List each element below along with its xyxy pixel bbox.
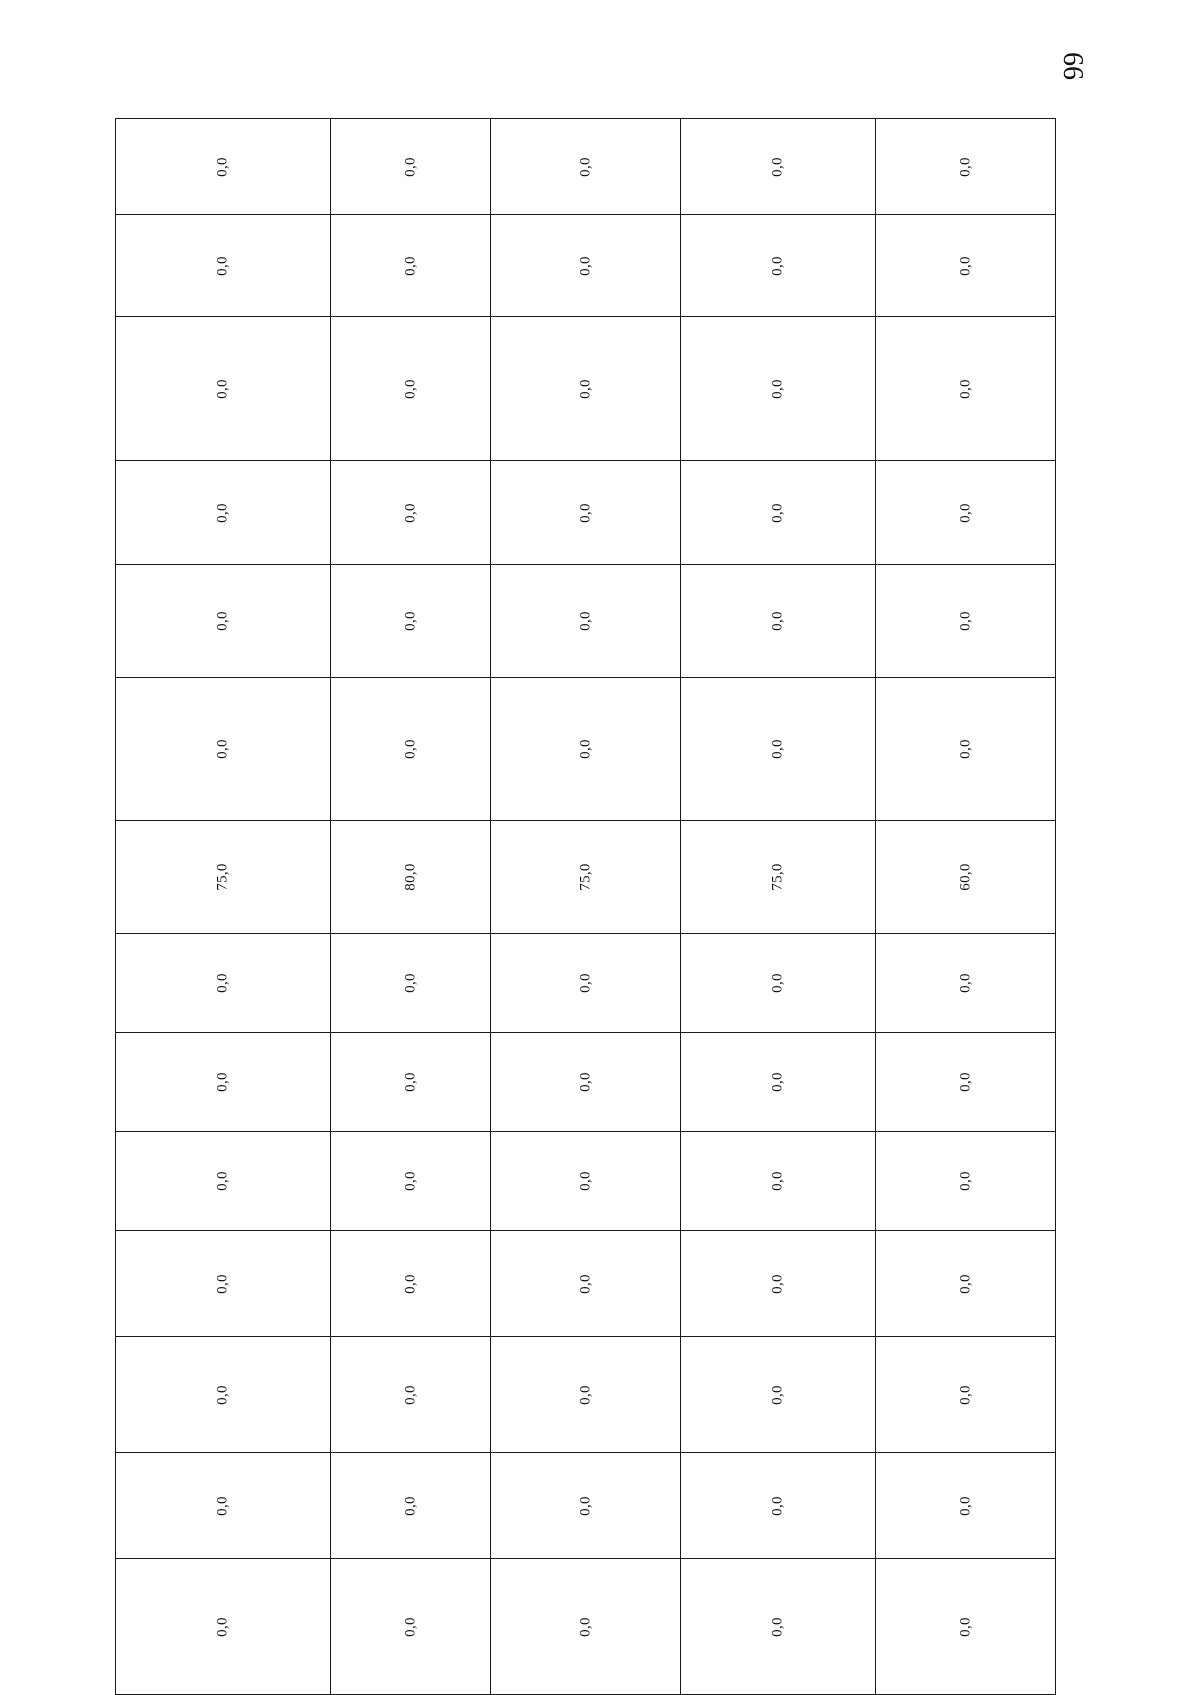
table-cell bbox=[331, 461, 491, 565]
table-cell bbox=[681, 119, 876, 215]
table-cell bbox=[491, 1559, 681, 1695]
cell-value: 0,0 bbox=[402, 1171, 418, 1191]
cell-value: 0,0 bbox=[214, 1384, 231, 1405]
cell-value: 0,0 bbox=[214, 1495, 231, 1516]
table-cell bbox=[331, 317, 491, 461]
table-cell bbox=[491, 119, 681, 215]
table-cell bbox=[876, 1231, 1056, 1337]
table-cell bbox=[331, 1559, 491, 1695]
table-cell bbox=[681, 461, 876, 565]
table-cell bbox=[491, 565, 681, 678]
cell-value: 0,0 bbox=[577, 1072, 593, 1092]
table-cell bbox=[116, 1453, 331, 1559]
table-cell bbox=[876, 215, 1056, 317]
table-cell bbox=[116, 461, 331, 565]
table-cell bbox=[876, 934, 1056, 1033]
table-cell bbox=[681, 934, 876, 1033]
cell-value: 0,0 bbox=[214, 156, 231, 177]
cell-value: 0,0 bbox=[957, 1495, 973, 1516]
table-cell bbox=[116, 678, 331, 821]
cell-value: 0,0 bbox=[577, 611, 593, 631]
cell-value: 0,0 bbox=[402, 255, 418, 276]
table-row bbox=[116, 565, 1056, 678]
table-cell bbox=[331, 678, 491, 821]
table-row bbox=[116, 1231, 1056, 1337]
table-cell bbox=[681, 317, 876, 461]
cell-value: 0,0 bbox=[957, 378, 973, 399]
table-cell bbox=[876, 1033, 1056, 1132]
cell-value: 0,0 bbox=[957, 973, 973, 993]
table-cell bbox=[876, 1132, 1056, 1231]
table-cell bbox=[491, 461, 681, 565]
cell-value: 0,0 bbox=[577, 378, 593, 399]
table-cell bbox=[116, 1132, 331, 1231]
table-cell bbox=[116, 119, 331, 215]
table-cell bbox=[491, 215, 681, 317]
table-row bbox=[116, 1453, 1056, 1559]
table-cell bbox=[681, 565, 876, 678]
table-cell bbox=[491, 1033, 681, 1132]
table-cell bbox=[491, 934, 681, 1033]
table-row bbox=[116, 1132, 1056, 1231]
cell-value: 0,0 bbox=[402, 1384, 418, 1405]
table-cell bbox=[331, 1231, 491, 1337]
cell-value: 0,0 bbox=[957, 1384, 973, 1405]
table-cell bbox=[491, 317, 681, 461]
cell-value: 0,0 bbox=[214, 611, 231, 631]
cell-value: 0,0 bbox=[769, 611, 786, 631]
table-cell bbox=[681, 821, 876, 934]
table-cell bbox=[116, 215, 331, 317]
table-cell bbox=[491, 1337, 681, 1453]
cell-value: 0,0 bbox=[214, 739, 231, 759]
table-cell bbox=[331, 1132, 491, 1231]
cell-value: 0,0 bbox=[577, 1384, 593, 1405]
table-cell bbox=[331, 565, 491, 678]
table-cell bbox=[491, 1453, 681, 1559]
table-cell bbox=[331, 1033, 491, 1132]
data-table-body bbox=[116, 119, 1056, 1695]
cell-value: 0,0 bbox=[577, 255, 593, 276]
cell-value: 0,0 bbox=[214, 255, 231, 276]
cell-value: 0,0 bbox=[214, 1072, 231, 1092]
table-cell bbox=[331, 119, 491, 215]
table-cell bbox=[876, 1559, 1056, 1695]
cell-value: 60,0 bbox=[957, 863, 973, 891]
table-cell bbox=[876, 317, 1056, 461]
table-row bbox=[116, 678, 1056, 821]
cell-value: 0,0 bbox=[577, 1616, 593, 1637]
table-cell bbox=[116, 565, 331, 678]
table-cell bbox=[331, 934, 491, 1033]
cell-value: 0,0 bbox=[402, 1072, 418, 1092]
table-cell bbox=[491, 821, 681, 934]
table-cell bbox=[491, 1132, 681, 1231]
cell-value: 0,0 bbox=[402, 1495, 418, 1516]
cell-value: 0,0 bbox=[402, 1273, 418, 1294]
cell-value: 0,0 bbox=[957, 739, 973, 759]
cell-value: 0,0 bbox=[577, 1495, 593, 1516]
cell-value: 0,0 bbox=[577, 739, 593, 759]
cell-value: 75,0 bbox=[577, 863, 593, 891]
table-cell bbox=[681, 1231, 876, 1337]
table-cell bbox=[331, 1453, 491, 1559]
table-cell bbox=[681, 215, 876, 317]
cell-value: 75,0 bbox=[214, 863, 231, 891]
cell-value: 0,0 bbox=[402, 378, 418, 399]
cell-value: 0,0 bbox=[769, 378, 786, 399]
table-cell bbox=[491, 678, 681, 821]
cell-value: 0,0 bbox=[769, 502, 786, 523]
table-row bbox=[116, 934, 1056, 1033]
cell-value: 0,0 bbox=[769, 1384, 786, 1405]
table-cell bbox=[876, 565, 1056, 678]
cell-value: 75,0 bbox=[769, 863, 786, 891]
cell-value: 0,0 bbox=[957, 1072, 973, 1092]
cell-value: 0,0 bbox=[769, 1616, 786, 1637]
cell-value: 0,0 bbox=[577, 156, 593, 177]
cell-value: 0,0 bbox=[214, 973, 231, 993]
table-cell bbox=[331, 1337, 491, 1453]
cell-value: 0,0 bbox=[957, 502, 973, 523]
table-row bbox=[116, 215, 1056, 317]
table-cell bbox=[681, 1132, 876, 1231]
table-cell bbox=[331, 821, 491, 934]
table-cell bbox=[116, 821, 331, 934]
table-cell bbox=[876, 821, 1056, 934]
table-row bbox=[116, 317, 1056, 461]
table-row bbox=[116, 119, 1056, 215]
table-cell bbox=[491, 1231, 681, 1337]
table-cell bbox=[681, 1033, 876, 1132]
cell-value: 0,0 bbox=[577, 1273, 593, 1294]
table-row bbox=[116, 1559, 1056, 1695]
table-cell bbox=[681, 678, 876, 821]
cell-value: 0,0 bbox=[402, 156, 418, 177]
data-table bbox=[115, 118, 1056, 1695]
cell-value: 0,0 bbox=[577, 1171, 593, 1191]
page-number: 66 bbox=[1057, 52, 1088, 80]
cell-value: 0,0 bbox=[402, 739, 418, 759]
cell-value: 0,0 bbox=[769, 255, 786, 276]
cell-value: 0,0 bbox=[769, 1495, 786, 1516]
cell-value: 0,0 bbox=[769, 156, 786, 177]
table-cell bbox=[876, 1453, 1056, 1559]
cell-value: 0,0 bbox=[214, 378, 231, 399]
table-row bbox=[116, 1033, 1056, 1132]
cell-value: 0,0 bbox=[957, 1171, 973, 1191]
cell-value: 0,0 bbox=[214, 1171, 231, 1191]
table-cell bbox=[681, 1337, 876, 1453]
cell-value: 0,0 bbox=[957, 156, 973, 177]
table-cell bbox=[681, 1559, 876, 1695]
cell-value: 0,0 bbox=[214, 502, 231, 523]
table-cell bbox=[876, 1337, 1056, 1453]
cell-value: 0,0 bbox=[769, 973, 786, 993]
cell-value: 0,0 bbox=[577, 502, 593, 523]
cell-value: 0,0 bbox=[402, 611, 418, 631]
cell-value: 0,0 bbox=[214, 1273, 231, 1294]
table-row bbox=[116, 821, 1056, 934]
table-cell bbox=[876, 678, 1056, 821]
table-cell bbox=[876, 461, 1056, 565]
table-cell bbox=[116, 934, 331, 1033]
table-cell bbox=[116, 1033, 331, 1132]
cell-value: 0,0 bbox=[769, 739, 786, 759]
cell-value: 0,0 bbox=[402, 973, 418, 993]
cell-value: 0,0 bbox=[769, 1273, 786, 1294]
cell-value: 0,0 bbox=[402, 502, 418, 523]
cell-value: 0,0 bbox=[769, 1171, 786, 1191]
table-cell bbox=[116, 1337, 331, 1453]
table-cell bbox=[331, 215, 491, 317]
table-cell bbox=[876, 119, 1056, 215]
cell-value: 0,0 bbox=[957, 255, 973, 276]
cell-value: 0,0 bbox=[214, 1616, 231, 1637]
cell-value: 0,0 bbox=[577, 973, 593, 993]
table-cell bbox=[116, 1559, 331, 1695]
cell-value: 0,0 bbox=[769, 1072, 786, 1092]
table-row bbox=[116, 1337, 1056, 1453]
table-cell bbox=[681, 1453, 876, 1559]
cell-value: 0,0 bbox=[402, 1616, 418, 1637]
table-cell bbox=[116, 1231, 331, 1337]
cell-value: 0,0 bbox=[957, 1616, 973, 1637]
table-row bbox=[116, 461, 1056, 565]
cell-value: 0,0 bbox=[957, 611, 973, 631]
cell-value: 0,0 bbox=[957, 1273, 973, 1294]
table-cell bbox=[116, 317, 331, 461]
cell-value: 80,0 bbox=[402, 863, 418, 891]
